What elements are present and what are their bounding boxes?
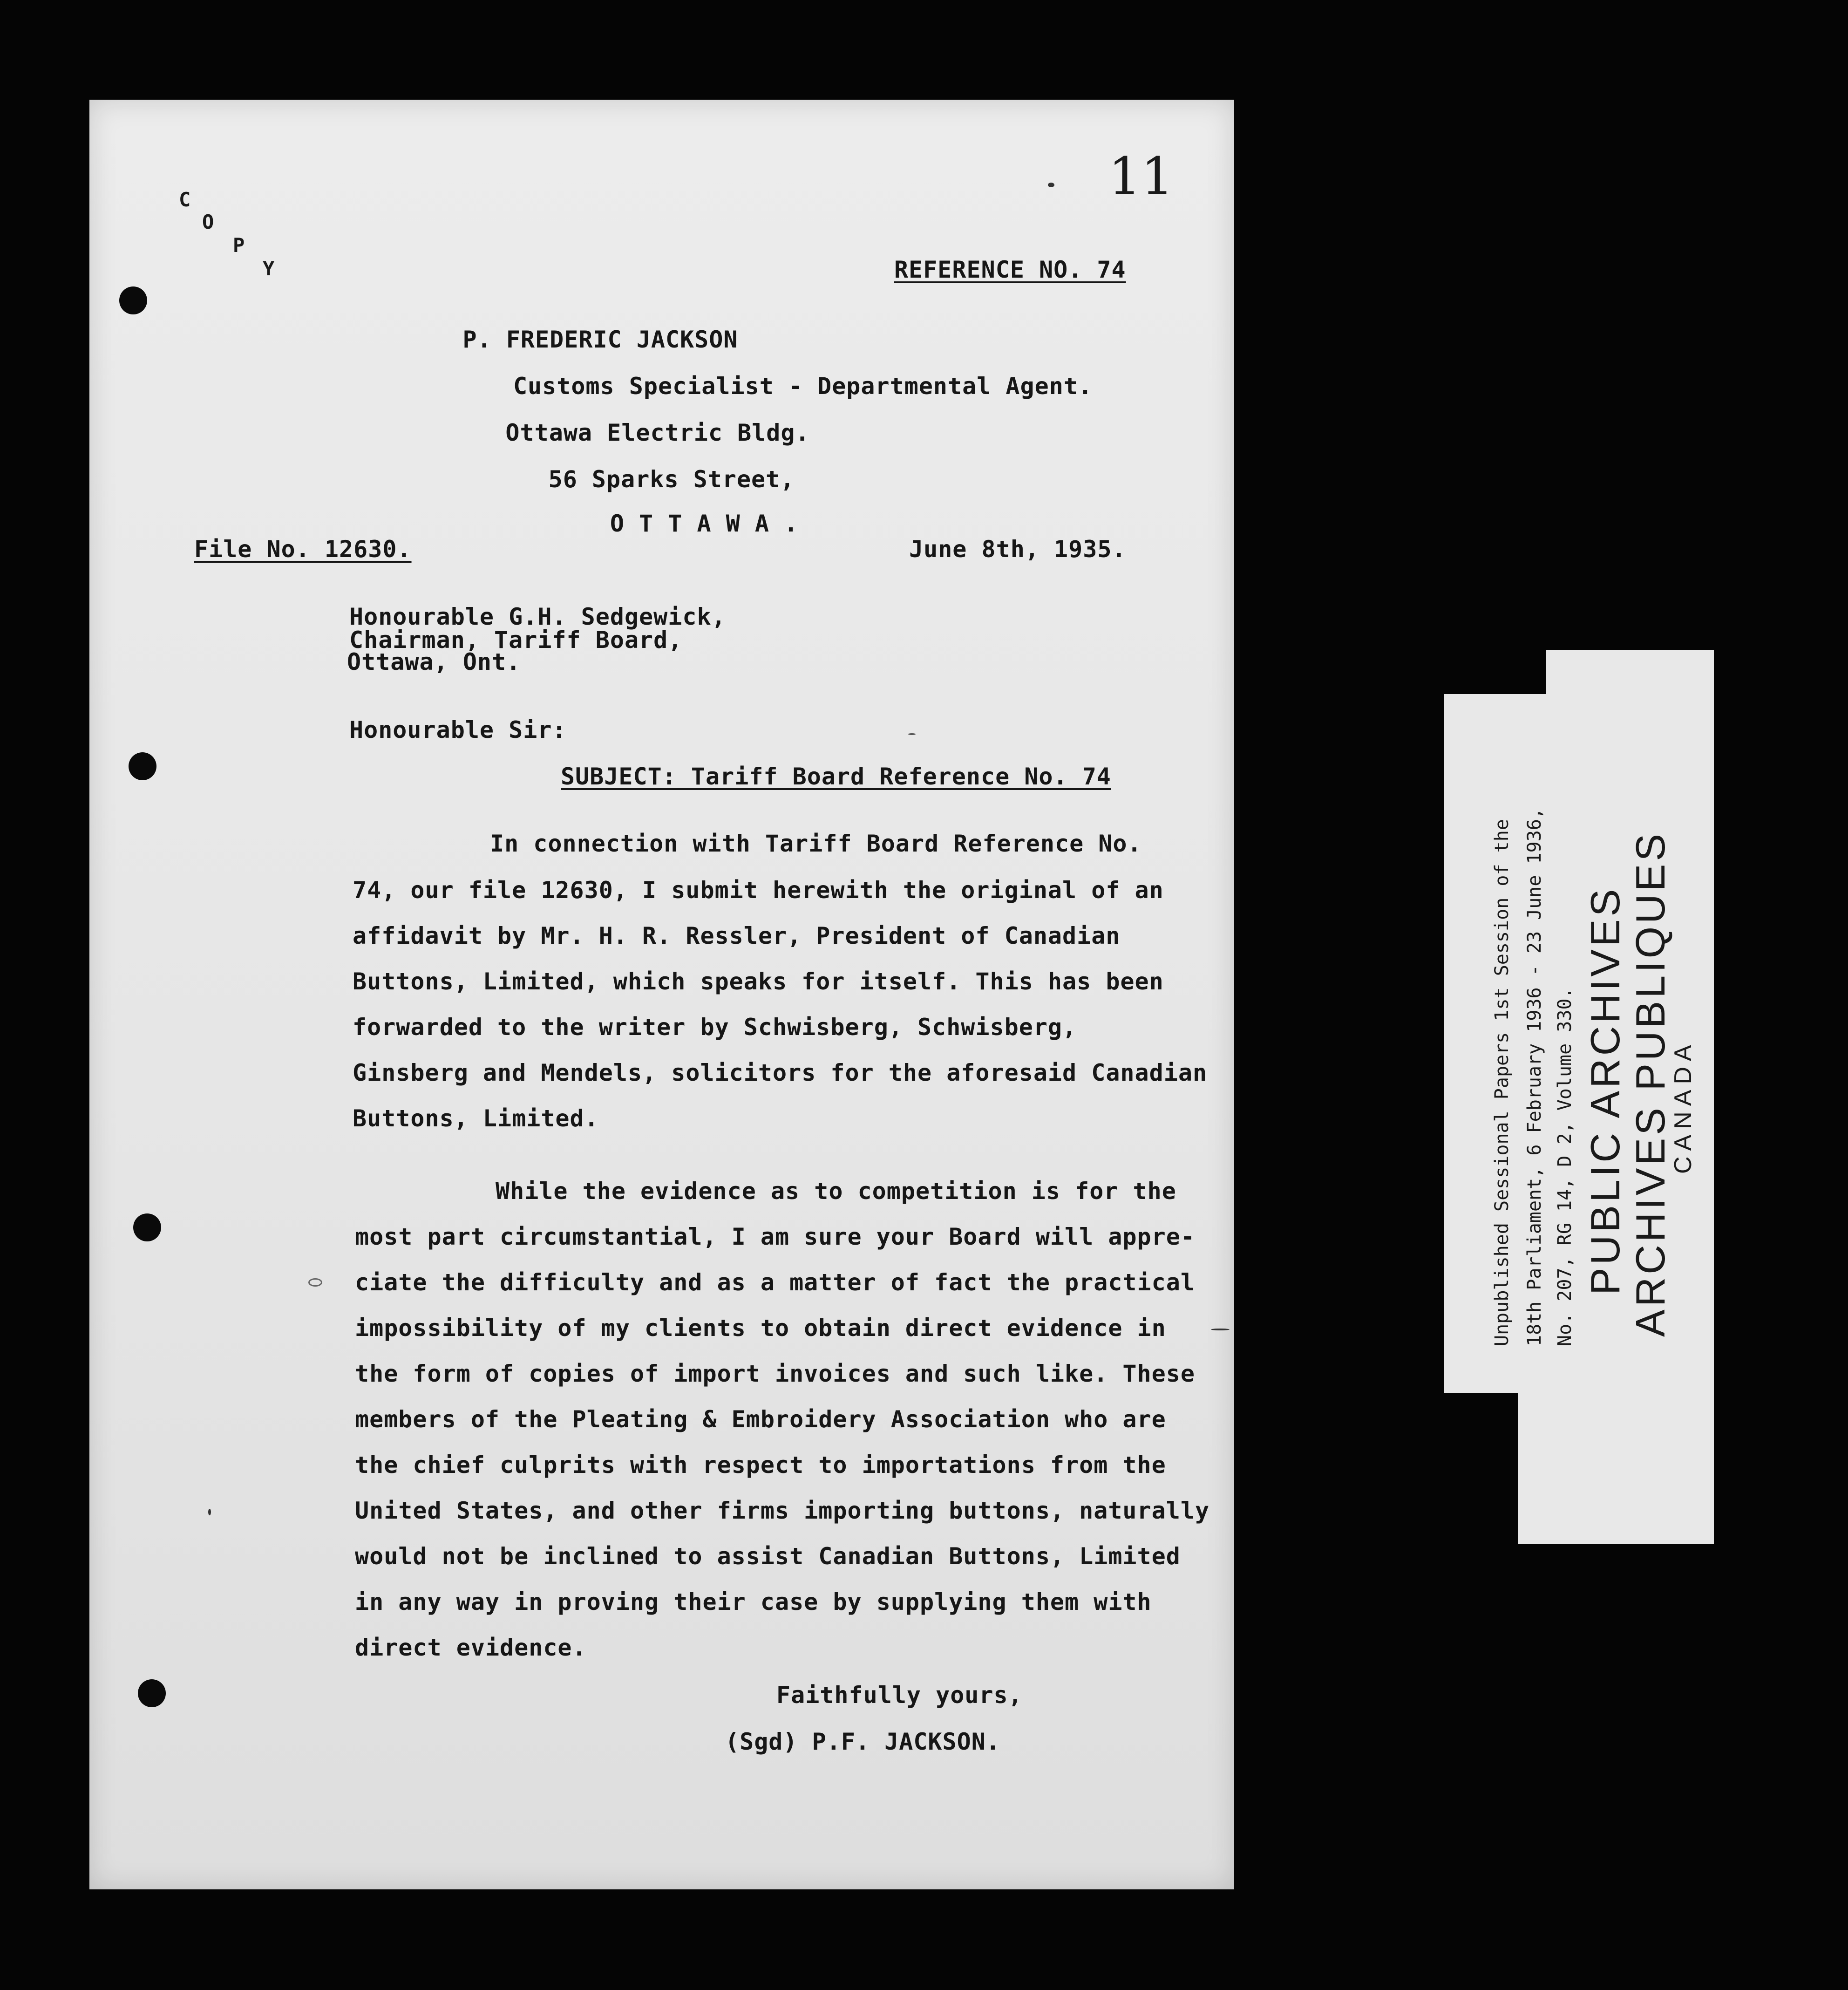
page-number: 11: [1108, 146, 1174, 206]
paragraph-2-line: ciate the difficulty and as a matter of fact the practical: [355, 1269, 1195, 1296]
archive-title-public: PUBLIC ARCHIVES: [1582, 886, 1628, 1295]
paragraph-2-line: direct evidence.: [355, 1634, 587, 1661]
paragraph-2-line: most part circumstantial, I am sure your Board will appre-: [355, 1223, 1195, 1250]
paragraph-2-line: members of the Pleating & Embroidery Association who are: [355, 1406, 1166, 1433]
paragraph-1-line: In connection with Tariff Board Reference No.: [490, 830, 1142, 857]
copy-mark-letter: Y: [263, 257, 275, 280]
addressee-line: Honourable G.H. Sedgewick,: [349, 603, 726, 630]
archive-reference-line: Unpublished Sessional Papers 1st Session of the: [1491, 819, 1513, 1346]
reference-number: REFERENCE NO. 74: [894, 256, 1126, 283]
punch-hole: [119, 286, 147, 314]
ink-speck: [308, 1278, 322, 1287]
letter-date: June 8th, 1935.: [909, 536, 1127, 563]
addressee-line: Ottawa, Ont.: [347, 648, 521, 675]
paragraph-2-line: in any way in proving their case by supplying them with: [355, 1588, 1152, 1615]
paragraph-2-line: the form of copies of import invoices and such like. These: [355, 1360, 1195, 1387]
label-notch: [1444, 650, 1546, 694]
letterhead-name: P. FREDERIC JACKSON: [462, 326, 738, 353]
paragraph-1-line: 74, our file 12630, I submit herewith the original of an: [353, 877, 1164, 904]
ink-speck: [908, 733, 916, 735]
paragraph-1-line: Buttons, Limited.: [353, 1105, 599, 1132]
letterhead-street: 56 Sparks Street,: [548, 466, 795, 493]
salutation: Honourable Sir:: [349, 716, 567, 743]
archive-reference-line: No. 207, RG 14, D 2, Volume 330.: [1554, 987, 1576, 1346]
subject-line: SUBJECT: Tariff Board Reference No. 74: [561, 763, 1111, 790]
letterhead-city: O T T A W A .: [610, 510, 799, 537]
paragraph-2-line: would not be inclined to assist Canadian Buttons, Limited: [355, 1543, 1181, 1570]
punch-hole: [133, 1213, 161, 1241]
paragraph-2-line: impossibility of my clients to obtain direct evidence in: [355, 1315, 1166, 1342]
archive-reference-line: 18th Parliament, 6 February 1936 - 23 June 1936,: [1524, 808, 1545, 1346]
ink-speck: [208, 1509, 211, 1515]
signature: (Sgd) P.F. JACKSON.: [725, 1728, 1000, 1755]
letter-page: [89, 100, 1234, 1889]
copy-mark-letter: O: [202, 211, 214, 233]
closing: Faithfully yours,: [776, 1682, 1023, 1709]
archive-title-publiques: ARCHIVES PUBLIQUES: [1627, 831, 1673, 1337]
letterhead-title: Customs Specialist - Departmental Agent.: [513, 373, 1093, 400]
file-number: File No. 12630.: [194, 536, 412, 563]
addressee-line: Chairman, Tariff Board,: [349, 627, 683, 654]
punch-hole: [138, 1679, 166, 1707]
paragraph-2-line: United States, and other firms importing buttons, naturally: [355, 1497, 1210, 1524]
paragraph-1-line: affidavit by Mr. H. R. Ressler, President of Canadian: [353, 922, 1121, 949]
paragraph-1-line: forwarded to the writer by Schwisberg, Schwisberg,: [353, 1014, 1077, 1041]
ink-speck: [1211, 1329, 1230, 1330]
paragraph-1-line: Ginsberg and Mendels, solicitors for the aforesaid Canadian: [353, 1059, 1208, 1086]
ink-speck: [1048, 183, 1054, 187]
copy-mark-letter: P: [233, 234, 245, 257]
label-notch: [1444, 1393, 1518, 1547]
paragraph-2-line: While the evidence as to competition is for the: [496, 1178, 1176, 1205]
copy-mark-letter: C: [179, 188, 191, 211]
archive-country: CANADA: [1670, 1039, 1697, 1174]
paragraph-1-line: Buttons, Limited, which speaks for itself. This has been: [353, 968, 1164, 995]
letterhead-building: Ottawa Electric Bldg.: [505, 419, 810, 446]
punch-hole: [129, 752, 156, 780]
paragraph-2-line: the chief culprits with respect to importations from the: [355, 1452, 1166, 1479]
